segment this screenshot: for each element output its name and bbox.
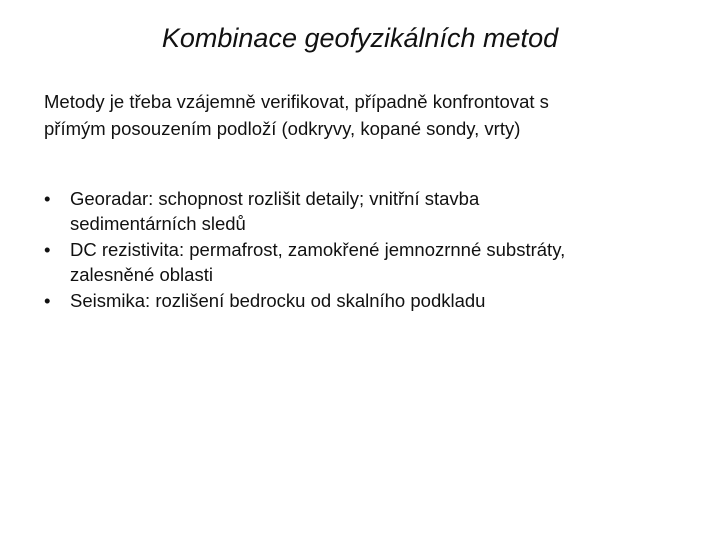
bullet-text-line-1: Georadar: schopnost rozlišit detaily; vnitřní stavba bbox=[70, 188, 480, 209]
bullet-item-georadar bbox=[44, 187, 694, 236]
bullet-item-seismika bbox=[44, 289, 694, 314]
intro-line-2: přímým posouzením podloží (odkryvy, kopané sondy, vrty) bbox=[44, 118, 521, 139]
bullet-dot-icon: • bbox=[44, 239, 51, 260]
bullet-text-line-2: zalesněné oblasti bbox=[70, 263, 213, 285]
bullet-dot-icon: • bbox=[44, 188, 51, 209]
bullet-list bbox=[44, 187, 694, 316]
bullet-dot-icon: • bbox=[44, 290, 51, 311]
bullet-text-line-1: Seismika: rozlišení bedrocku od skalního podkladu bbox=[70, 290, 486, 311]
bullet-text-line-1: DC rezistivita: permafrost, zamokřené jemnozrnné substráty, bbox=[70, 239, 566, 260]
intro-paragraph bbox=[44, 88, 684, 142]
bullet-text-line-2: sedimentárních sledů bbox=[70, 212, 246, 234]
slide-title: Kombinace geofyzikálních metod bbox=[161, 23, 559, 53]
intro-line-1: Metody je třeba vzájemně verifikovat, případně konfrontovat s bbox=[44, 91, 549, 112]
bullet-item-dc-rezistivita bbox=[44, 238, 694, 287]
